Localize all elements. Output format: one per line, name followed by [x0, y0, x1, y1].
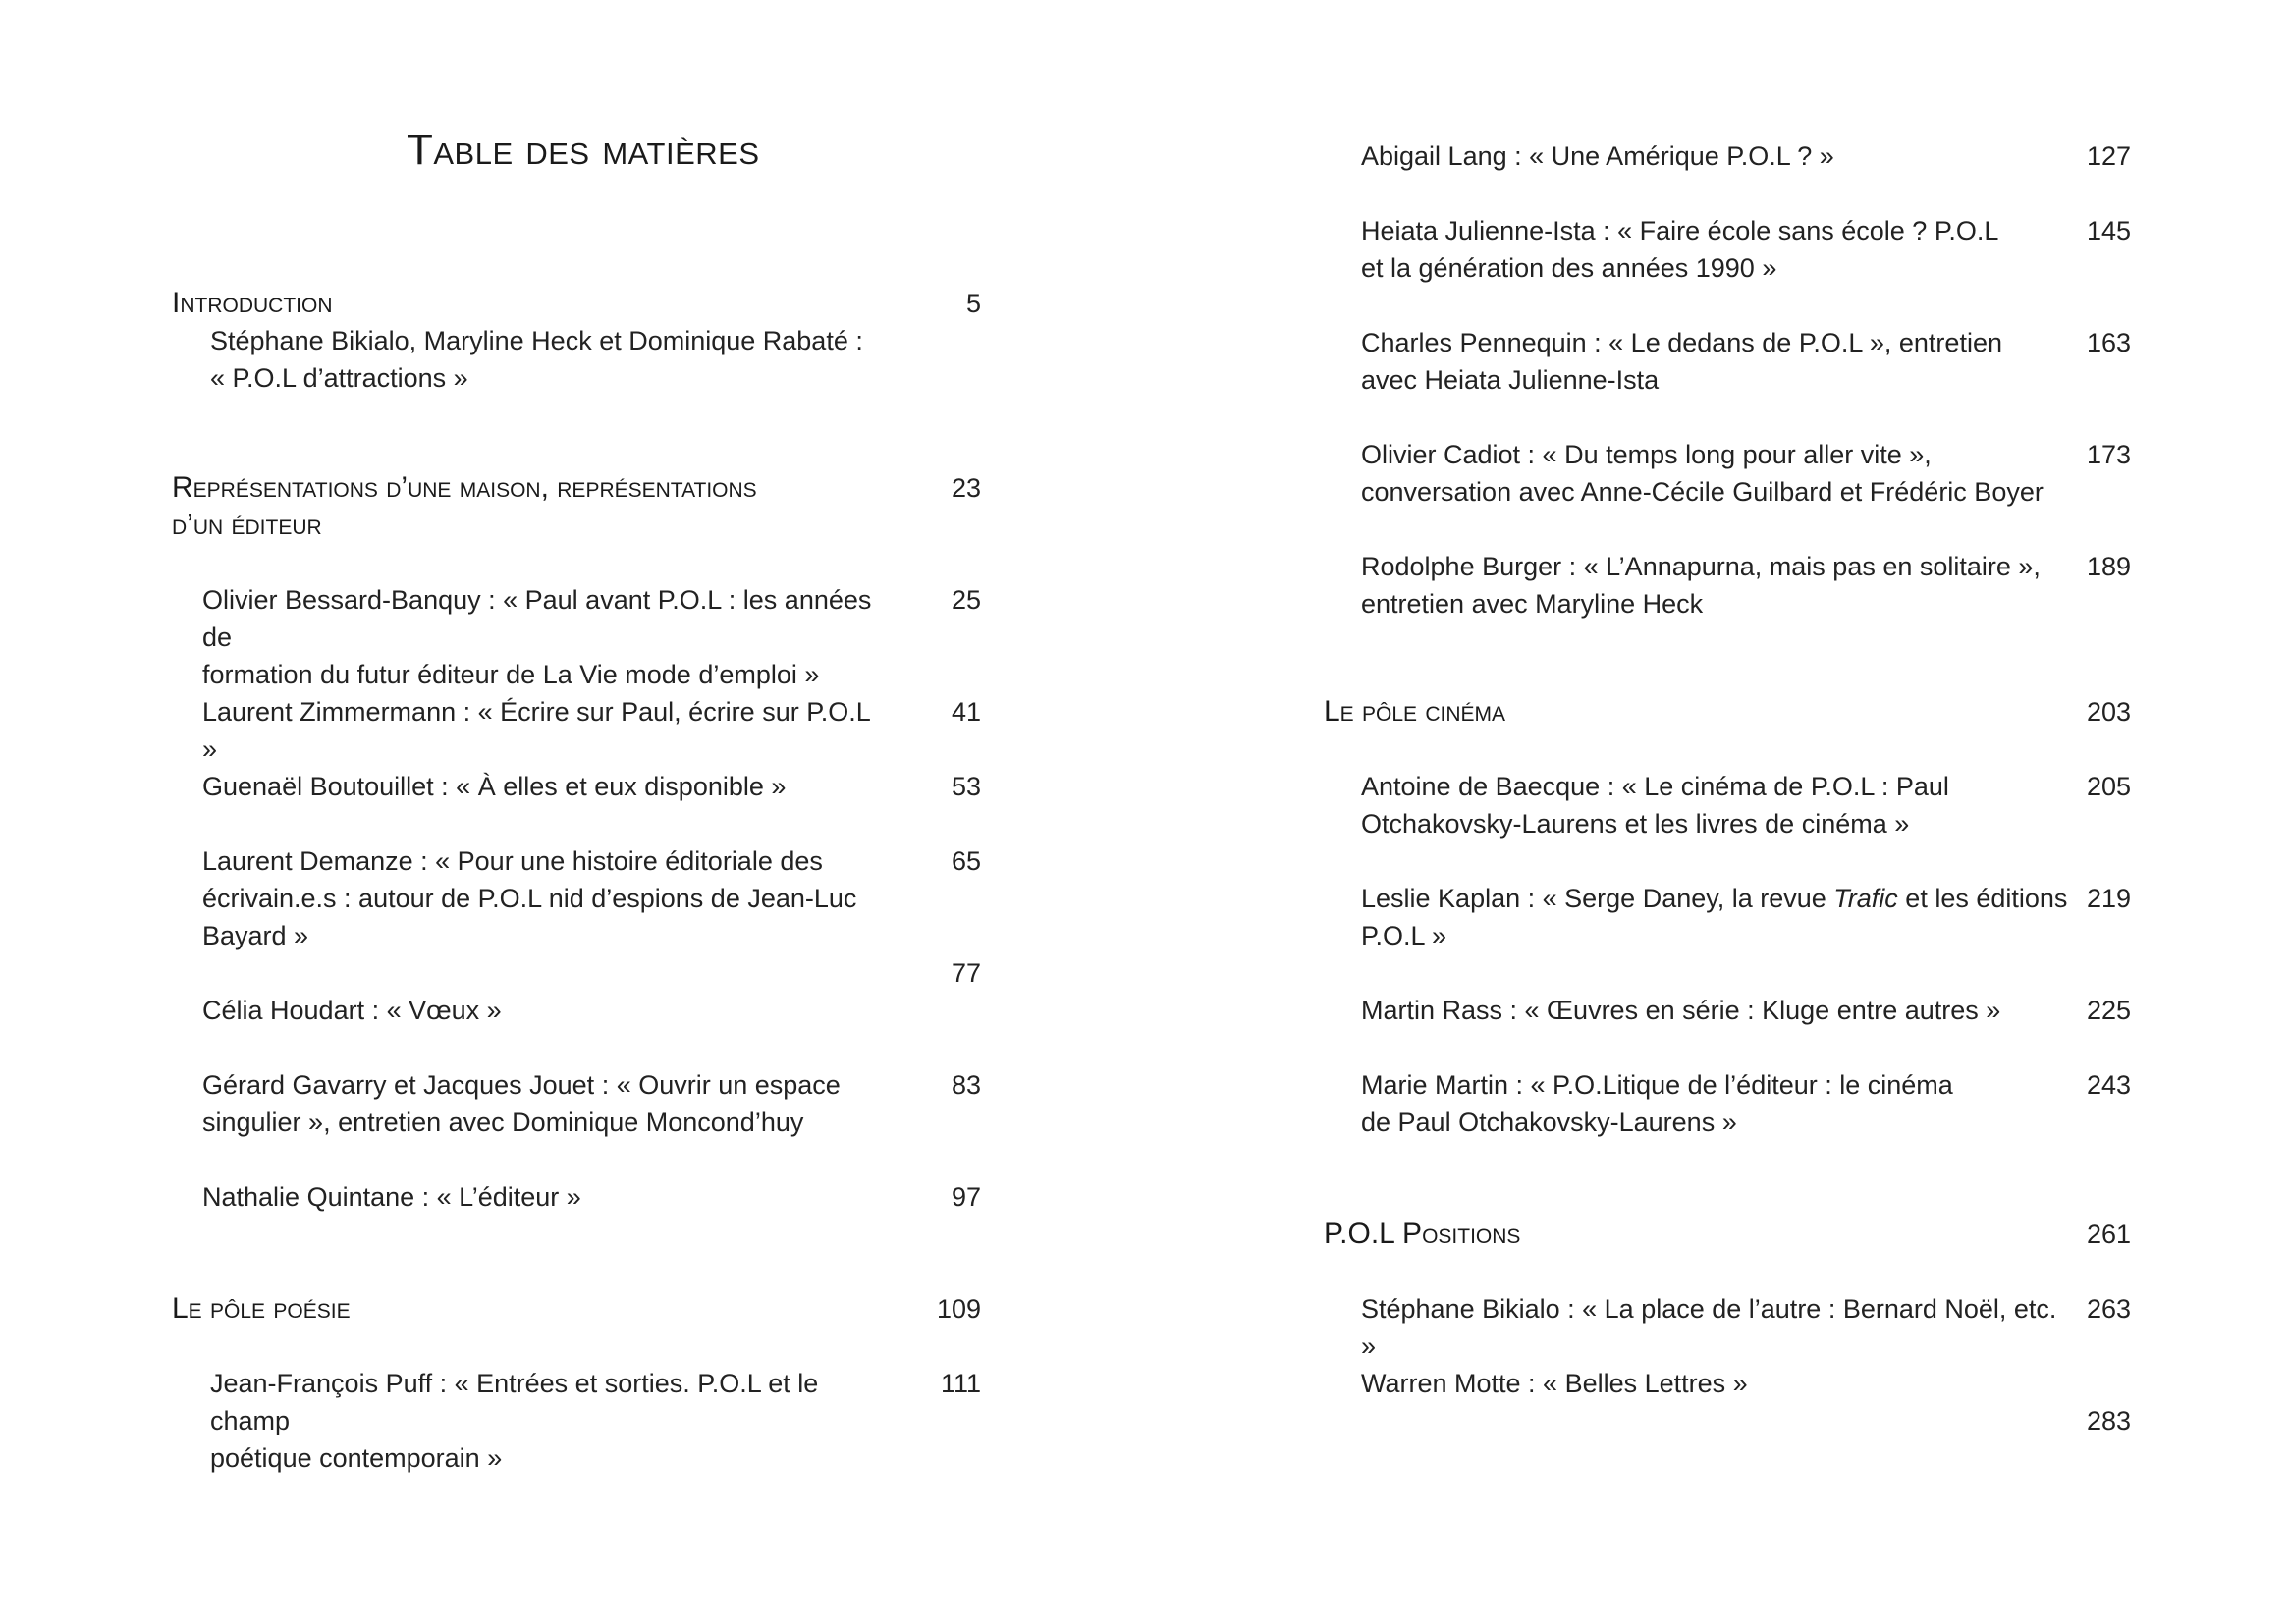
section-pole-cinema: Le pôle cinéma	[1324, 695, 1506, 728]
page-number: 77	[951, 958, 981, 988]
toc-entry: Gérard Gavarry et Jacques Jouet : « Ouvrir un espace singulier », entretien avec Dominique Moncond’huy	[202, 1070, 841, 1137]
page-number: 5	[965, 289, 981, 318]
page-number: 25	[951, 585, 981, 615]
page-number: 127	[2086, 141, 2131, 171]
toc-entry: Abigail Lang : « Une Amérique P.O.L ? »	[1361, 141, 1834, 171]
page-number: 111	[940, 1369, 981, 1398]
page-number: 65	[951, 846, 981, 876]
toc-entry: Marie Martin : « P.O.Litique de l’éditeur : le cinéma de Paul Otchakovsky-Laurens »	[1361, 1070, 1953, 1137]
page-number: 261	[2086, 1219, 2131, 1249]
page-number: 263	[2086, 1294, 2131, 1324]
toc-entry: Guenaël Boutouillet : « À elles et eux disponible »	[202, 772, 787, 801]
toc-entry: Stéphane Bikialo, Maryline Heck et Dominique Rabaté : « P.O.L d’attractions »	[210, 326, 863, 393]
page-number: 109	[936, 1294, 981, 1324]
toc-entry: Olivier Bessard-Banquy : « Paul avant P.O.L : les années de formation du futur éditeur de La Vie mode d’emploi »	[202, 585, 872, 689]
page-title: Table des matières	[407, 126, 760, 174]
left-page	[0, 0, 1144, 1624]
toc-entry: Olivier Cadiot : « Du temps long pour aller vite », conversation avec Anne-Cécile Guilbard et Frédéric Boyer	[1361, 440, 2044, 507]
page-number: 83	[951, 1070, 981, 1100]
page-number: 145	[2086, 216, 2131, 245]
toc-entry: Jean-François Puff : « Entrées et sorties. P.O.L et le champ poétique contemporain »	[210, 1369, 819, 1473]
section-introduction	[172, 285, 859, 322]
section-pol-positions: P.O.L Positions	[1324, 1218, 1521, 1250]
page-number: 53	[951, 772, 981, 801]
page-number: 225	[2086, 996, 2131, 1025]
page-number: 41	[951, 697, 981, 727]
page-number: 173	[2086, 440, 2131, 469]
page-number: 243	[2086, 1070, 2131, 1100]
page-number: 163	[2086, 328, 2131, 357]
toc-entry: Antoine de Baecque : « Le cinéma de P.O.L : Paul Otchakovsky-Laurens et les livres de cinéma »	[1361, 772, 1949, 839]
page-number: 189	[2086, 552, 2131, 581]
toc-entry: Laurent Zimmermann : « Écrire sur Paul, écrire sur P.O.L »	[202, 697, 870, 764]
section-title: Introduction	[172, 287, 333, 319]
section-representations: Représentations d’une maison, représentations d’un éditeur	[172, 471, 757, 541]
page-number: 219	[2086, 884, 2131, 913]
section-pole-poesie: Le pôle poésie	[172, 1292, 351, 1325]
page-number: 283	[2086, 1406, 2131, 1435]
toc-entry: Rodolphe Burger : « L’Annapurna, mais pas en solitaire », entretien avec Maryline Heck	[1361, 552, 2041, 619]
toc-entry: Charles Pennequin : « Le dedans de P.O.L », entretien avec Heiata Julienne-Ista	[1361, 328, 2002, 395]
page-number: 23	[951, 473, 981, 503]
toc-entry: Célia Houdart : « Vœux »	[202, 996, 502, 1025]
toc-entry: Heiata Julienne-Ista : « Faire école sans école ? P.O.L et la génération des années 1990 »	[1361, 216, 1999, 283]
page-number: 205	[2086, 772, 2131, 801]
page-number: 97	[951, 1182, 981, 1212]
toc-entry: Leslie Kaplan : « Serge Daney, la revue Trafic et les éditions P.O.L »	[1361, 884, 2068, 950]
page-number: 203	[2086, 697, 2131, 727]
toc-entry: Warren Motte : « Belles Lettres »	[1361, 1369, 1748, 1398]
toc-entry: Martin Rass : « Œuvres en série : Kluge entre autres »	[1361, 996, 2001, 1025]
toc-entry: Stéphane Bikialo : « La place de l’autre : Bernard Noël, etc. »	[1361, 1294, 2057, 1361]
toc-entry: Laurent Demanze : « Pour une histoire éditoriale des écrivain.e.s : autour de P.O.L nid d’espions de Jean-Luc Bayard »	[202, 846, 857, 950]
toc-entry: Nathalie Quintane : « L’éditeur »	[202, 1182, 581, 1212]
